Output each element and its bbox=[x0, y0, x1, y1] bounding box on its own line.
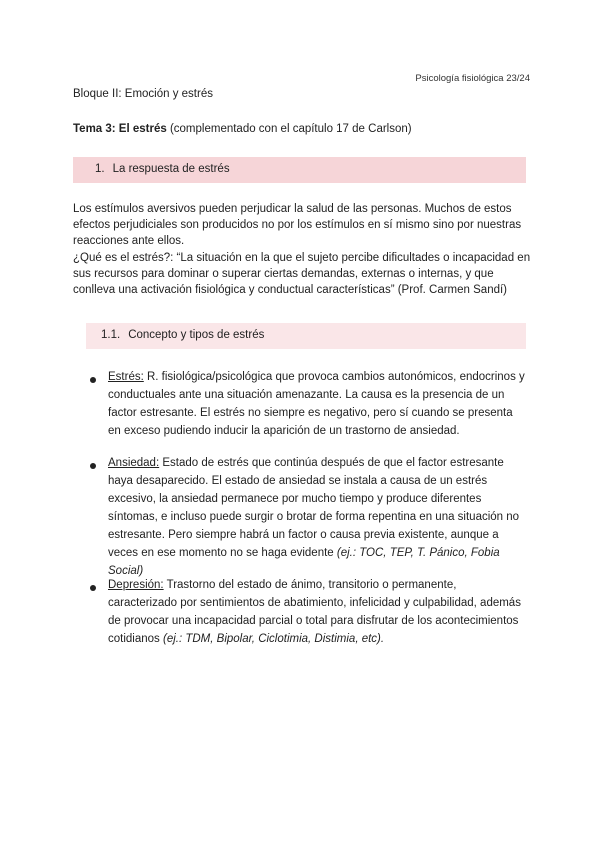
bullet-icon bbox=[90, 585, 96, 591]
bullet-term: Estrés: bbox=[108, 371, 144, 383]
bullet-estres bbox=[108, 368, 528, 440]
block-title: Bloque II: Emoción y estrés bbox=[73, 88, 213, 100]
bullet-icon bbox=[90, 377, 96, 383]
bullet-text: R. fisiológica/psicológica que provoca cambios autonómicos, endocrinos y conductuales ante una situación amenazante. La causa es la presencia de un factor estresante. El estrés no siempre es negativo, pero sí cuando se presenta en exceso pudiendo inducir la aparición de un trastorno de ansiedad. bbox=[108, 371, 525, 437]
topic-title bbox=[73, 123, 412, 135]
topic-label: Tema 3: El estrés bbox=[73, 123, 167, 135]
course-header: Psicología fisiológica 23/24 bbox=[415, 73, 530, 84]
subsection-title: Concepto y tipos de estrés bbox=[128, 329, 265, 341]
section-number: 1. bbox=[95, 163, 105, 175]
bullet-term: Ansiedad: bbox=[108, 457, 160, 469]
bullet-ansiedad bbox=[108, 454, 528, 580]
bullet-example: (ej.: TDM, Bipolar, Ciclotimia, Distimia, etc). bbox=[162, 633, 385, 645]
section-heading-1 bbox=[73, 157, 526, 183]
topic-note: (complementado con el capítulo 17 de Carlson) bbox=[166, 123, 412, 135]
subsection-number: 1.1. bbox=[101, 329, 121, 341]
bullet-term: Depresión: bbox=[108, 579, 164, 591]
bullet-depresion bbox=[108, 576, 528, 648]
bullet-text: Trastorno del estado de ánimo, transitorio o permanente, caracterizado por sentimientos de abatimiento, infelicidad y culpabilidad, además de provocar una incapacidad parcial o total para disfrutar de los acontecimientos cotidianos bbox=[108, 579, 521, 645]
bullet-example: (ej.: TOC, TEP, T. Pánico, Fobia Social) bbox=[108, 547, 500, 577]
section-title: La respuesta de estrés bbox=[112, 163, 230, 175]
intro-text bbox=[73, 201, 533, 298]
intro-paragraph-2: ¿Qué es el estrés?: “La situación en la que el sujeto percibe dificultades o incapacidad en sus recursos para dominar o superar ciertas demandas, externas o internas, y que conlleva una activación fisiológica y conductual características” (Prof. Carmen Sandí) bbox=[73, 251, 531, 297]
bullet-icon bbox=[90, 463, 96, 469]
section-heading-1-1 bbox=[86, 323, 526, 349]
intro-paragraph-1: Los estímulos aversivos pueden perjudicar la salud de las personas. Muchos de estos efectos perjudiciales son producidos no por los estímulos en sí mismo sino por nuestras reacciones ante ellos. bbox=[73, 203, 522, 248]
bullet-text: Estado de estrés que continúa después de que el factor estresante haya desaparecido. El estado de ansiedad se instala a causa de un estrés excesivo, la ansiedad permanece por mucho tiempo y produce diferentes síntomas, e incluso puede surgir o brotar de forma repentina en una situación no estresante. Pero siempre habrá un factor o causa previa existente, aunque a veces en ese momento no se haga evidente bbox=[108, 457, 520, 559]
